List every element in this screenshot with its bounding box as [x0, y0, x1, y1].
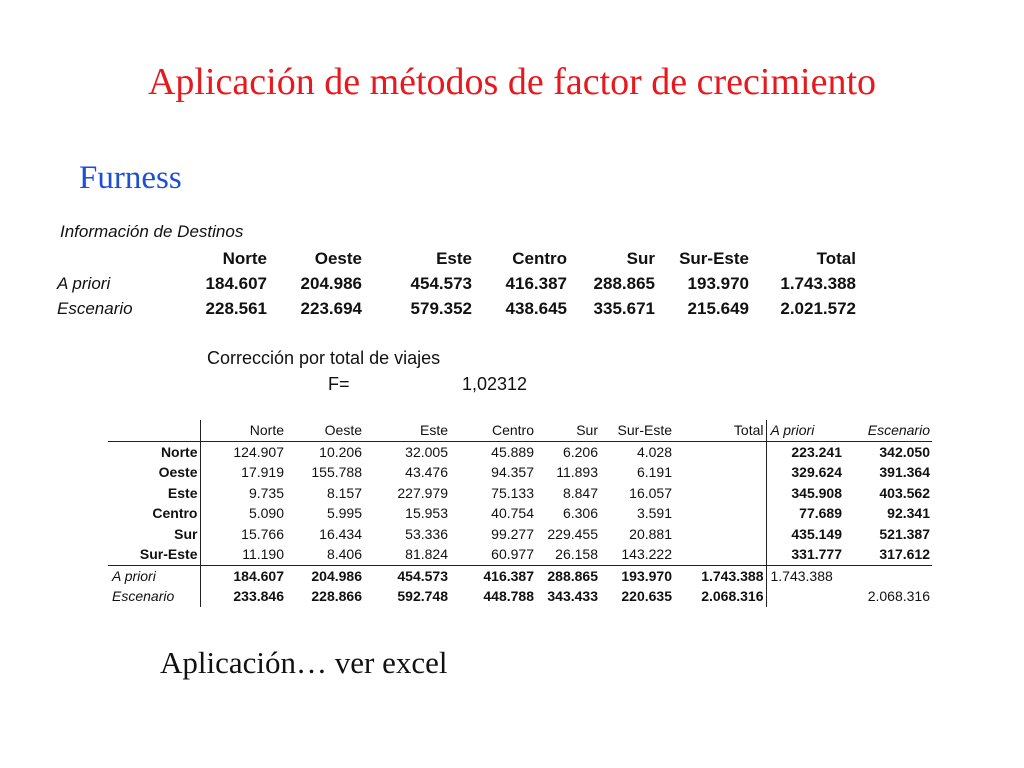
value-cell: 184.607 — [200, 565, 286, 586]
escenario-cell: 391.364 — [879, 464, 930, 481]
value-cell: 16.434 — [319, 525, 362, 542]
matriz-foot-row — [108, 586, 932, 607]
value-cell: 343.433 — [547, 588, 598, 605]
value-cell: 10.206 — [319, 443, 362, 460]
value-cell: 11.893 — [556, 464, 598, 481]
value-cell: 11.190 — [242, 546, 284, 563]
value-cell: 20.881 — [629, 525, 672, 542]
matriz-header-cell: Oeste — [286, 420, 364, 441]
slide-subtitle: Furness — [79, 160, 182, 196]
total-cell: 1.743.388 — [674, 565, 766, 586]
destinos-caption: Información de Destinos — [60, 222, 244, 241]
factor-label: F= — [328, 374, 350, 394]
value-cell: 204.986 — [300, 273, 362, 293]
escenario-cell — [844, 565, 932, 586]
value-cell: 592.748 — [397, 588, 448, 605]
destinos-header-cell: Este — [436, 248, 472, 268]
row-label: Este — [108, 483, 200, 504]
value-cell: 228.866 — [311, 588, 362, 605]
matriz-header-cell: Este — [364, 420, 450, 441]
value-cell: 204.986 — [286, 565, 364, 586]
matriz-header-row — [108, 420, 932, 441]
value-cell: 438.645 — [505, 298, 567, 318]
value-cell: 3.591 — [636, 505, 672, 522]
total-cell — [674, 544, 766, 565]
row-label: Sur — [108, 524, 200, 545]
row-label: Centro — [108, 503, 200, 524]
matriz-row — [108, 544, 932, 565]
row-label: A priori — [108, 565, 200, 586]
destinos-header-cell: Sur-Este — [679, 248, 749, 268]
destinos-header-cell: Norte — [222, 248, 267, 268]
total-cell — [674, 462, 766, 483]
value-cell: 8.406 — [326, 546, 362, 563]
apriori-cell — [766, 586, 844, 607]
value-cell: 416.387 — [505, 273, 567, 293]
value-cell: 227.979 — [397, 484, 448, 501]
destinos-row-escenario — [57, 296, 856, 321]
matriz-header-cell: Sur — [536, 420, 600, 441]
value-cell: 15.953 — [405, 505, 448, 522]
value-cell: 8.847 — [562, 484, 598, 501]
apriori-cell: 345.908 — [791, 484, 842, 501]
destinos-header-cell: Centro — [512, 248, 567, 268]
destinos-table — [57, 246, 856, 321]
row-label: Escenario — [57, 298, 133, 318]
value-cell: 75.133 — [491, 484, 534, 501]
value-cell: 143.222 — [621, 546, 672, 563]
value-cell: 1.743.388 — [780, 273, 856, 293]
value-cell: 9.735 — [248, 484, 284, 501]
value-cell: 335.671 — [593, 298, 655, 318]
value-cell: 15.766 — [241, 525, 284, 542]
total-cell — [674, 441, 766, 462]
value-cell: 8.157 — [326, 484, 362, 501]
factor-value: 1,02312 — [462, 374, 528, 394]
value-cell: 6.306 — [562, 505, 598, 522]
total-cell — [674, 483, 766, 504]
matriz-body — [108, 420, 932, 607]
apriori-cell: 329.624 — [791, 464, 842, 481]
matriz-row — [108, 462, 932, 483]
value-cell: 416.387 — [450, 565, 536, 586]
escenario-cell: 342.050 — [879, 443, 930, 460]
matriz-row — [108, 483, 932, 504]
destinos-header-row — [57, 246, 856, 271]
value-cell: 228.561 — [205, 298, 267, 318]
total-cell — [674, 524, 766, 545]
value-cell: 6.191 — [636, 464, 672, 481]
destinos-row-apriori — [57, 271, 856, 296]
footer-note: Aplicación… ver excel — [160, 645, 448, 680]
matriz-header-cell: Sur-Este — [600, 420, 674, 441]
destinos-header-cell: Total — [816, 248, 856, 268]
value-cell: 193.970 — [600, 565, 674, 586]
value-cell: 94.357 — [491, 464, 534, 481]
value-cell: 99.277 — [491, 525, 534, 542]
apriori-cell: 435.149 — [791, 525, 842, 542]
destinos-header-cell: Sur — [626, 248, 655, 268]
apriori-cell: 77.689 — [799, 505, 842, 522]
apriori-cell: 1.743.388 — [766, 565, 844, 586]
escenario-cell: 92.341 — [887, 505, 930, 522]
apriori-cell: 331.777 — [791, 546, 842, 563]
correccion-caption: Corrección por total de viajes — [207, 348, 441, 368]
value-cell: 5.090 — [248, 505, 284, 522]
matriz-table — [108, 420, 932, 607]
value-cell: 288.865 — [593, 273, 655, 293]
value-cell: 448.788 — [483, 588, 534, 605]
value-cell: 155.788 — [311, 464, 362, 481]
slide-title: Aplicación de métodos de factor de crecimiento — [147, 61, 877, 103]
value-cell: 454.573 — [364, 565, 450, 586]
matriz-row — [108, 441, 932, 462]
destinos-header-cell: Oeste — [314, 248, 362, 268]
value-cell: 40.754 — [491, 505, 534, 522]
total-cell: 2.068.316 — [674, 586, 766, 607]
value-cell: 60.977 — [491, 546, 534, 563]
row-label: Norte — [108, 441, 200, 462]
value-cell: 124.907 — [233, 443, 284, 460]
escenario-cell: 317.612 — [879, 546, 930, 563]
value-cell: 4.028 — [636, 443, 672, 460]
value-cell: 81.824 — [405, 546, 448, 563]
value-cell: 17.919 — [241, 464, 284, 481]
value-cell: 233.846 — [233, 588, 284, 605]
value-cell: 2.021.572 — [780, 298, 856, 318]
apriori-cell: 223.241 — [791, 443, 842, 460]
value-cell: 32.005 — [405, 443, 448, 460]
matriz-row — [108, 503, 932, 524]
value-cell: 215.649 — [687, 298, 749, 318]
escenario-cell: 2.068.316 — [867, 588, 930, 605]
value-cell: 5.995 — [326, 505, 362, 522]
value-cell: 45.889 — [491, 443, 534, 460]
total-cell — [674, 503, 766, 524]
matriz-header-cell: Total — [674, 420, 766, 441]
value-cell: 16.057 — [629, 484, 672, 501]
row-label: Oeste — [108, 462, 200, 483]
value-cell: 579.352 — [410, 298, 472, 318]
escenario-cell: 403.562 — [879, 484, 930, 501]
value-cell: 288.865 — [536, 565, 600, 586]
value-cell: 229.455 — [547, 525, 598, 542]
value-cell: 43.476 — [405, 464, 448, 481]
value-cell: 6.206 — [562, 443, 598, 460]
value-cell: 193.970 — [687, 273, 749, 293]
matriz-header-cell: Centro — [450, 420, 536, 441]
value-cell: 220.635 — [621, 588, 672, 605]
matriz-header-cell: Escenario — [844, 420, 932, 441]
row-label: A priori — [57, 273, 111, 293]
matriz-header-cell: Norte — [200, 420, 286, 441]
row-label: Escenario — [108, 586, 200, 607]
matriz-header-cell: A priori — [766, 420, 844, 441]
value-cell: 53.336 — [405, 525, 448, 542]
value-cell: 454.573 — [410, 273, 472, 293]
value-cell: 223.694 — [300, 298, 362, 318]
value-cell: 26.158 — [555, 546, 598, 563]
matriz-foot-row — [108, 565, 932, 586]
escenario-cell: 521.387 — [879, 525, 930, 542]
value-cell: 184.607 — [205, 273, 267, 293]
matriz-row — [108, 524, 932, 545]
row-label: Sur-Este — [108, 544, 200, 565]
